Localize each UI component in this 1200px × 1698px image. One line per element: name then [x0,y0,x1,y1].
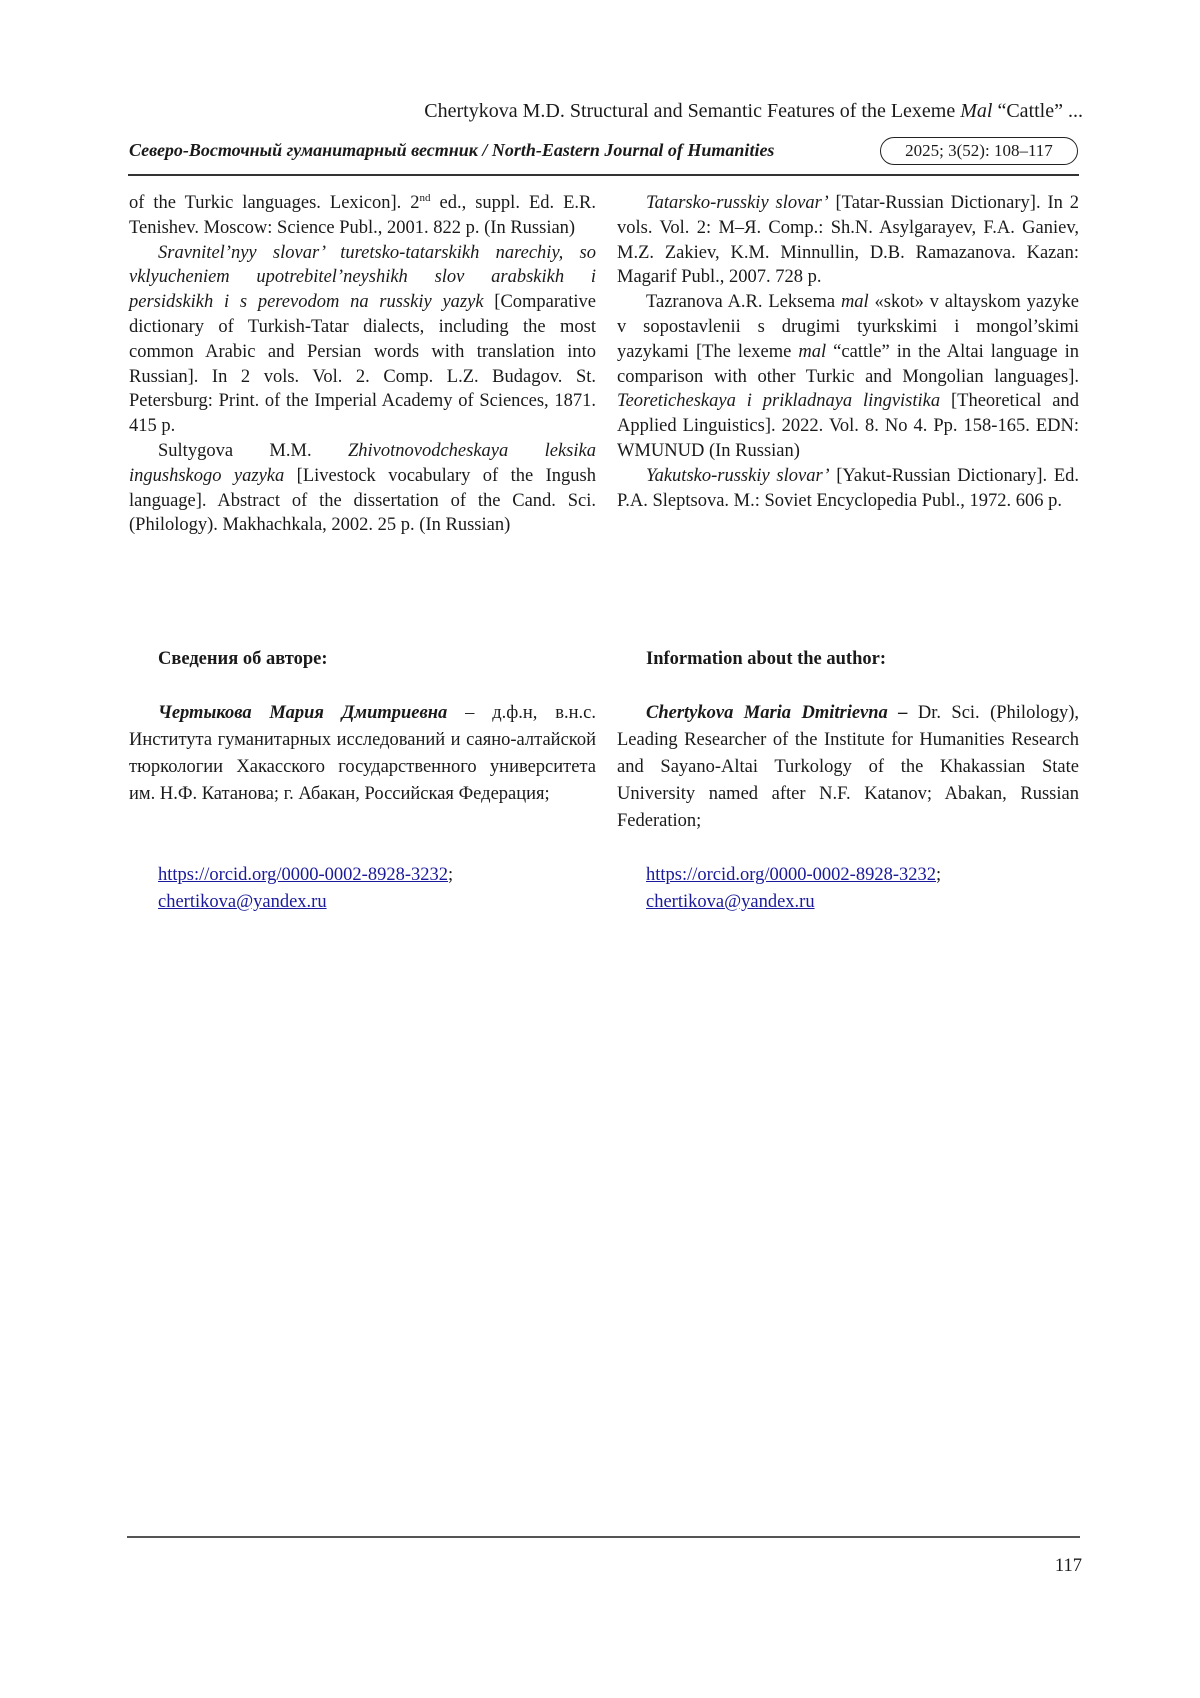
orcid-link[interactable]: https://orcid.org/0000-0002-8928-3232 [646,865,936,885]
references-left-column [129,191,596,538]
reference-entry: of the Turkic languages. Lexicon]. 2nd ed., suppl. Ed. E.R. Tenishev. Moscow: Science Publ., 2001. 822 p. (In Russian) [129,191,596,238]
running-title-text: Chertykova M.D. Structural and Semantic Features of the Lexeme [424,100,961,122]
running-title-suffix: “Cattle” ... [992,100,1083,122]
author-info-ru: Чертыкова Мария Дмитриевна – д.ф.н, в.н.с. Института гуманитарных исследований и саяно-алтайской тюркологии Хакасского государственного университета им. Н.Ф. Катанова; г. Абакан, Российская Федерация; [129,703,596,804]
running-title [130,98,1083,124]
references-right-column [617,191,1079,513]
author-name-ru: Чертыкова Мария Дмитриевна [158,703,448,723]
author-info-en: Chertykova Maria Dmitrievna – Dr. Sci. (Philology), Leading Researcher of the Institute for Humanities Research and Sayano-Altai Turkology of the Khakassian State University named after N.F. Katanov; Abakan, Russian Federation; [617,703,1079,831]
orcid-link[interactable]: https://orcid.org/0000-0002-8928-3232 [158,865,448,885]
running-title-italic: Mal [960,100,993,122]
reference-entry: Sultygova M.M. Zhivotnovodcheskaya leksika ingushskogo yazyka [Livestock vocabulary of the Ingush language]. Abstract of the dissertation of the Cand. Sci. (Philology). Makhachkala, 2002. 25 p. (In Russian) [129,440,596,536]
header-divider [128,174,1079,176]
author-links-ru: https://orcid.org/0000-0002-8928-3232; chertikova@yandex.ru [158,865,454,912]
reference-entry: Yakutsko-russkiy slovar’ [Yakut-Russian Dictionary]. Ed. P.A. Sleptsova. M.: Soviet Encyclopedia Publ., 1972. 606 p. [617,465,1079,511]
reference-entry: Tatarsko-russkiy slovar’ [Tatar-Russian Dictionary]. In 2 vols. Vol. 2: М–Я. Comp.: Sh.N. Asylgarayev, F.A. Ganiev, M.Z. Zakiev, K.M. Minnullin, D.B. Ramazanova. Kazan: Magarif Publ., 2007. 728 p. [617,193,1079,288]
author-heading-ru: Сведения об авторе: [158,649,328,669]
issue-badge: 2025; 3(52): 108–117 [880,137,1078,165]
email-link[interactable]: chertikova@yandex.ru [158,892,327,912]
reference-entry: Tazranova A.R. Leksema mal «skot» v altayskom yazyke v sopostavlenii s drugimi tyurkskimi i mongol’skimi yazykami [The lexeme mal “cattle” in the Altai language in comparison with other Turkic and Mongolian languages]. Teoreticheskaya i prikladnaya lingvistika [Theoretical and Applied Linguistics]. 2022. Vol. 8. No 4. Pp. 158-165. EDN: WMUNUD (In Russian) [617,292,1080,461]
journal-name: Северо-Восточный гуманитарный вестник / North-Eastern Journal of Humanities [129,140,775,160]
author-links-en: https://orcid.org/0000-0002-8928-3232; chertikova@yandex.ru [646,865,942,912]
author-heading-en: Information about the author: [646,649,886,669]
footer-divider [127,1536,1080,1538]
author-name-en: Chertykova Maria Dmitrievna – [646,703,908,723]
email-link[interactable]: chertikova@yandex.ru [646,892,815,912]
reference-entry: Sravnitel’nyy slovar’ turetsko-tatarskikh narechiy, so vklyucheniem upotrebitel’neyshikh slov arabskikh i persidskikh i s perevodom na russkiy yazyk [Comparative dictionary of Turkish-Tatar dialects, including the most common Arabic and Persian words with translation into Russian]. In 2 vols. Vol. 2. Comp. L.Z. Budagov. St. Petersburg: Print. of the Imperial Academy of Sciences, 1871. 415 p. [129,242,596,437]
page-number: 117 [1054,1556,1082,1576]
